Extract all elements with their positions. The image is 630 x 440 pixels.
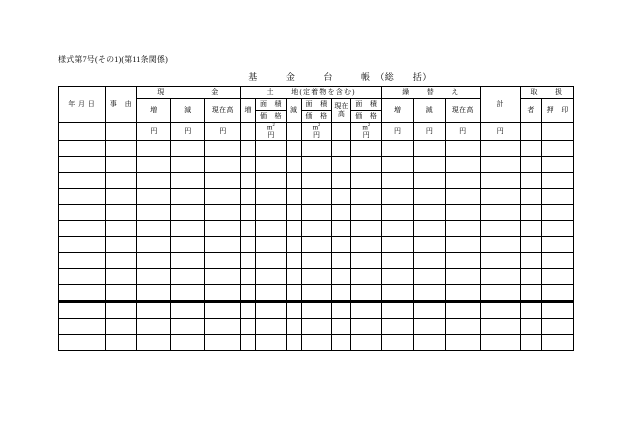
cell-total[interactable] (480, 253, 520, 269)
cell-cash-balance[interactable] (205, 205, 241, 221)
table-row[interactable] (59, 237, 574, 253)
cell-handler-seal[interactable] (542, 319, 574, 335)
cell-securities-balance[interactable] (445, 205, 480, 221)
table-row[interactable] (59, 253, 574, 269)
th-cash-balance: 現在高 (205, 99, 241, 123)
cell-cash-decrease[interactable] (171, 253, 205, 269)
cell-land-decrease-value[interactable] (301, 269, 332, 285)
cell-land-decrease-value[interactable] (301, 189, 332, 205)
cell-cash-decrease[interactable] (171, 269, 205, 285)
cell-date[interactable] (59, 221, 106, 237)
th-cash-group: 現 金 (137, 87, 241, 99)
cell-cash-balance[interactable] (205, 221, 241, 237)
unit-land-increase (256, 123, 287, 141)
cell-reason[interactable] (105, 157, 137, 173)
cell-land-balance[interactable] (332, 205, 351, 221)
cell-securities-increase[interactable] (382, 157, 414, 173)
cell-cash-decrease[interactable] (171, 173, 205, 189)
th-land-balance-area: 面 積 (351, 99, 382, 111)
cell-land-increase-value[interactable] (256, 237, 287, 253)
cell-reason[interactable] (105, 253, 137, 269)
cell-land-increase-value[interactable] (256, 141, 287, 157)
cell-securities-increase[interactable] (382, 319, 414, 335)
th-securities-increase: 増 (382, 99, 414, 123)
cell-land-balance-value[interactable] (351, 157, 382, 173)
cell-securities-balance[interactable] (445, 269, 480, 285)
cell-land-balance[interactable] (332, 285, 351, 302)
cell-land-balance-value[interactable] (351, 237, 382, 253)
th-cash-decrease: 減 (171, 99, 205, 123)
cell-securities-increase[interactable] (382, 302, 414, 319)
cell-total[interactable] (480, 319, 520, 335)
cell-date[interactable] (59, 123, 106, 141)
cell-cash-increase[interactable] (137, 285, 171, 302)
cell-cash-decrease[interactable] (171, 302, 205, 319)
th-total: 計 (480, 87, 520, 123)
cell-cash-decrease[interactable] (171, 205, 205, 221)
cell-land-decrease[interactable] (286, 285, 301, 302)
cell-land-balance[interactable] (332, 123, 351, 141)
cell-land-decrease[interactable] (286, 269, 301, 285)
cell-handler-seal[interactable] (542, 157, 574, 173)
cell-cash-increase[interactable] (137, 141, 171, 157)
cell-securities-balance[interactable] (445, 189, 480, 205)
cell-securities-increase[interactable] (382, 173, 414, 189)
cell-securities-balance[interactable] (445, 319, 480, 335)
cell-land-increase-value[interactable] (256, 285, 287, 302)
cell-date[interactable] (59, 205, 106, 221)
cell-reason[interactable] (105, 319, 137, 335)
cell-securities-balance[interactable] (445, 157, 480, 173)
cell-securities-decrease[interactable] (413, 157, 445, 173)
unit-total: 円 (480, 123, 520, 141)
cell-land-decrease[interactable] (286, 141, 301, 157)
cell-cash-decrease[interactable] (171, 285, 205, 302)
cell-total[interactable] (480, 157, 520, 173)
cell-handler-person[interactable] (520, 302, 541, 319)
cell-land-increase[interactable] (241, 157, 256, 173)
cell-securities-balance[interactable] (445, 237, 480, 253)
cell-securities-decrease[interactable] (413, 253, 445, 269)
cell-securities-balance[interactable] (445, 285, 480, 302)
cell-total[interactable] (480, 269, 520, 285)
cell-land-balance[interactable] (332, 189, 351, 205)
cell-handler-person[interactable] (520, 221, 541, 237)
header-row-group (59, 87, 574, 99)
cell-cash-increase[interactable] (137, 335, 171, 351)
cell-cash-balance[interactable] (205, 302, 241, 319)
unit-securities-balance: 円 (445, 123, 480, 141)
cell-land-increase-value[interactable] (256, 205, 287, 221)
cell-cash-balance[interactable] (205, 157, 241, 173)
cell-handler-seal[interactable] (542, 173, 574, 189)
cell-securities-increase[interactable] (382, 253, 414, 269)
unit-cash-balance: 円 (205, 123, 241, 141)
th-land-balance-price: 価 格 (351, 111, 382, 123)
cell-securities-balance[interactable] (445, 221, 480, 237)
cell-land-decrease-value[interactable] (301, 319, 332, 335)
cell-securities-increase[interactable] (382, 141, 414, 157)
cell-handler-seal[interactable] (542, 189, 574, 205)
cell-land-balance[interactable] (332, 335, 351, 351)
cell-handler-seal[interactable] (542, 253, 574, 269)
cell-handler-person[interactable] (520, 285, 541, 302)
cell-cash-balance[interactable] (205, 319, 241, 335)
cell-land-decrease-value[interactable] (301, 253, 332, 269)
cell-total[interactable] (480, 285, 520, 302)
cell-land-balance-value[interactable] (351, 189, 382, 205)
cell-handler-person[interactable] (520, 335, 541, 351)
cell-cash-decrease[interactable] (171, 221, 205, 237)
cell-land-increase[interactable] (241, 123, 256, 141)
cell-cash-increase[interactable] (137, 189, 171, 205)
cell-securities-decrease[interactable] (413, 285, 445, 302)
cell-cash-increase[interactable] (137, 173, 171, 189)
cell-land-increase[interactable] (241, 221, 256, 237)
cell-securities-decrease[interactable] (413, 302, 445, 319)
cell-handler-seal[interactable] (542, 205, 574, 221)
cell-cash-decrease[interactable] (171, 319, 205, 335)
table-row[interactable] (59, 173, 574, 189)
cell-land-decrease-value[interactable] (301, 285, 332, 302)
cell-cash-decrease[interactable] (171, 189, 205, 205)
th-land-increase-area: 面 積 (256, 99, 287, 111)
cell-land-balance[interactable] (332, 157, 351, 173)
th-reason: 事 由 (105, 87, 137, 123)
th-land-group: 土 地(定着物を含む) (241, 87, 382, 99)
th-handler-person: 者 (520, 99, 541, 123)
cell-land-decrease[interactable] (286, 319, 301, 335)
cell-land-balance-value[interactable] (351, 205, 382, 221)
cell-land-balance-value[interactable] (351, 269, 382, 285)
cell-securities-increase[interactable] (382, 285, 414, 302)
cell-securities-decrease[interactable] (413, 319, 445, 335)
cell-land-balance[interactable] (332, 141, 351, 157)
cell-land-decrease-value[interactable] (301, 302, 332, 319)
cell-cash-balance[interactable] (205, 173, 241, 189)
cell-handler-seal[interactable] (542, 285, 574, 302)
cell-land-balance[interactable] (332, 269, 351, 285)
unit-row (59, 123, 574, 141)
cell-cash-decrease[interactable] (171, 237, 205, 253)
cell-land-increase-value[interactable] (256, 302, 287, 319)
cell-handler-seal[interactable] (542, 221, 574, 237)
cell-cash-decrease[interactable] (171, 335, 205, 351)
cell-land-decrease[interactable] (286, 205, 301, 221)
cell-land-increase[interactable] (241, 141, 256, 157)
cell-cash-balance[interactable] (205, 269, 241, 285)
cell-securities-balance[interactable] (445, 302, 480, 319)
cell-cash-increase[interactable] (137, 157, 171, 173)
cell-land-decrease[interactable] (286, 173, 301, 189)
th-land-increase-price: 価 格 (256, 111, 287, 123)
cell-land-decrease[interactable] (286, 123, 301, 141)
cell-reason[interactable] (105, 141, 137, 157)
unit-cash-decrease: 円 (171, 123, 205, 141)
cell-reason[interactable] (105, 237, 137, 253)
cell-land-decrease-value[interactable] (301, 173, 332, 189)
th-handler-seal: 押 印 (542, 99, 574, 123)
cell-land-balance-value[interactable] (351, 335, 382, 351)
cell-handler-seal[interactable] (542, 141, 574, 157)
cell-land-decrease[interactable] (286, 237, 301, 253)
cell-cash-increase[interactable] (137, 319, 171, 335)
cell-date[interactable] (59, 237, 106, 253)
cell-total[interactable] (480, 141, 520, 157)
cell-securities-decrease[interactable] (413, 141, 445, 157)
unit-sqm-text: $m^2$ (267, 122, 275, 132)
ledger-table (58, 86, 574, 351)
cell-land-decrease[interactable] (286, 189, 301, 205)
cell-land-increase-value[interactable] (256, 319, 287, 335)
cell-land-decrease-value[interactable] (301, 221, 332, 237)
cell-securities-decrease[interactable] (413, 221, 445, 237)
unit-cash-increase: 円 (137, 123, 171, 141)
table-row[interactable] (59, 189, 574, 205)
cell-cash-decrease[interactable] (171, 141, 205, 157)
cell-land-increase[interactable] (241, 237, 256, 253)
table-row[interactable] (59, 335, 574, 351)
table-row[interactable] (59, 269, 574, 285)
cell-date[interactable] (59, 285, 106, 302)
unit-land-balance (351, 123, 382, 141)
cell-land-balance-value[interactable] (351, 141, 382, 157)
cell-land-increase[interactable] (241, 189, 256, 205)
table-row[interactable] (59, 319, 574, 335)
th-land-decrease-price: 価 格 (301, 111, 332, 123)
table-row[interactable] (59, 205, 574, 221)
cell-land-balance-value[interactable] (351, 221, 382, 237)
cell-reason[interactable] (105, 189, 137, 205)
cell-handler-seal[interactable] (542, 237, 574, 253)
unit-sqm-text: $m^2$ (312, 122, 321, 132)
cell-land-balance[interactable] (332, 221, 351, 237)
unit-land-decrease (301, 123, 332, 141)
cell-securities-balance[interactable] (445, 335, 480, 351)
cell-securities-increase[interactable] (382, 189, 414, 205)
cell-reason[interactable] (105, 285, 137, 302)
cell-reason[interactable] (105, 173, 137, 189)
cell-cash-balance[interactable] (205, 189, 241, 205)
cell-land-decrease[interactable] (286, 253, 301, 269)
cell-handler-person[interactable] (520, 237, 541, 253)
cell-total[interactable] (480, 221, 520, 237)
cell-land-balance[interactable] (332, 302, 351, 319)
th-securities-decrease: 減 (413, 99, 445, 123)
cell-handler-person[interactable] (520, 253, 541, 269)
cell-land-balance[interactable] (332, 319, 351, 335)
cell-land-increase-value[interactable] (256, 269, 287, 285)
cell-total[interactable] (480, 205, 520, 221)
cell-land-balance[interactable] (332, 237, 351, 253)
table-row[interactable] (59, 141, 574, 157)
cell-land-balance-value[interactable] (351, 285, 382, 302)
cell-land-increase[interactable] (241, 335, 256, 351)
cell-land-decrease-value[interactable] (301, 205, 332, 221)
cell-land-increase[interactable] (241, 173, 256, 189)
cell-handler-person[interactable] (520, 123, 541, 141)
th-date: 年 月 日 (59, 87, 106, 123)
cell-securities-decrease[interactable] (413, 269, 445, 285)
cell-land-decrease-value[interactable] (301, 335, 332, 351)
cell-cash-increase[interactable] (137, 237, 171, 253)
document-title: 基 金 台 帳 （総 括） (248, 72, 432, 82)
cell-land-decrease[interactable] (286, 302, 301, 319)
cell-land-balance[interactable] (332, 253, 351, 269)
th-land-decrease: 減 (286, 99, 301, 123)
unit-yen-text: 円 (362, 131, 370, 140)
cell-handler-person[interactable] (520, 189, 541, 205)
cell-cash-balance[interactable] (205, 253, 241, 269)
cell-securities-balance[interactable] (445, 253, 480, 269)
unit-securities-decrease: 円 (413, 123, 445, 141)
th-securities-balance: 現在高 (445, 99, 480, 123)
cell-reason[interactable] (105, 302, 137, 319)
cell-land-increase-value[interactable] (256, 221, 287, 237)
cell-securities-balance[interactable] (445, 141, 480, 157)
cell-date[interactable] (59, 302, 106, 319)
cell-land-increase-value[interactable] (256, 189, 287, 205)
cell-handler-person[interactable] (520, 269, 541, 285)
cell-date[interactable] (59, 319, 106, 335)
unit-securities-increase: 円 (382, 123, 414, 141)
cell-land-decrease[interactable] (286, 221, 301, 237)
cell-land-increase[interactable] (241, 253, 256, 269)
cell-land-increase[interactable] (241, 285, 256, 302)
cell-handler-seal[interactable] (542, 269, 574, 285)
cell-securities-decrease[interactable] (413, 237, 445, 253)
cell-land-increase[interactable] (241, 269, 256, 285)
cell-land-balance-value[interactable] (351, 302, 382, 319)
cell-land-decrease[interactable] (286, 335, 301, 351)
cell-land-balance-value[interactable] (351, 319, 382, 335)
th-securities-group: 繰 替 え (382, 87, 481, 99)
cell-date[interactable] (59, 269, 106, 285)
cell-land-balance-value[interactable] (351, 173, 382, 189)
cell-cash-balance[interactable] (205, 141, 241, 157)
cell-securities-decrease[interactable] (413, 173, 445, 189)
cell-total[interactable] (480, 173, 520, 189)
unit-sqm-text: $m^2$ (362, 122, 371, 132)
cell-cash-balance[interactable] (205, 335, 241, 351)
cell-date[interactable] (59, 189, 106, 205)
cell-reason[interactable] (105, 269, 137, 285)
cell-cash-decrease[interactable] (171, 157, 205, 173)
cell-land-decrease-value[interactable] (301, 237, 332, 253)
cell-land-decrease-value[interactable] (301, 157, 332, 173)
th-land-increase: 増 (241, 99, 256, 123)
cell-land-increase-value[interactable] (256, 335, 287, 351)
cell-handler-seal[interactable] (542, 335, 574, 351)
cell-securities-increase[interactable] (382, 205, 414, 221)
cell-handler-seal[interactable] (542, 123, 574, 141)
cell-securities-balance[interactable] (445, 173, 480, 189)
cell-securities-decrease[interactable] (413, 189, 445, 205)
table-row-separator[interactable] (59, 302, 574, 319)
cell-date[interactable] (59, 173, 106, 189)
th-land-decrease-area: 面 積 (301, 99, 332, 111)
cell-land-balance[interactable] (332, 173, 351, 189)
th-handler-group: 取 扱 (520, 87, 573, 99)
cell-date[interactable] (59, 141, 106, 157)
cell-land-balance-value[interactable] (351, 253, 382, 269)
cell-reason[interactable] (105, 335, 137, 351)
unit-yen-text: 円 (312, 131, 320, 140)
table-row[interactable] (59, 157, 574, 173)
cell-handler-person[interactable] (520, 205, 541, 221)
cell-cash-increase[interactable] (137, 205, 171, 221)
cell-land-increase-value[interactable] (256, 173, 287, 189)
cell-total[interactable] (480, 237, 520, 253)
cell-land-increase[interactable] (241, 302, 256, 319)
cell-land-increase-value[interactable] (256, 253, 287, 269)
cell-securities-increase[interactable] (382, 221, 414, 237)
cell-securities-increase[interactable] (382, 237, 414, 253)
cell-cash-balance[interactable] (205, 237, 241, 253)
cell-land-decrease-value[interactable] (301, 141, 332, 157)
cell-reason[interactable] (105, 123, 137, 141)
cell-total[interactable] (480, 189, 520, 205)
cell-cash-increase[interactable] (137, 269, 171, 285)
cell-total[interactable] (480, 302, 520, 319)
cell-land-increase[interactable] (241, 319, 256, 335)
cell-cash-increase[interactable] (137, 302, 171, 319)
cell-cash-increase[interactable] (137, 221, 171, 237)
cell-handler-person[interactable] (520, 319, 541, 335)
cell-date[interactable] (59, 157, 106, 173)
cell-land-decrease[interactable] (286, 157, 301, 173)
cell-handler-seal[interactable] (542, 302, 574, 319)
cell-land-increase-value[interactable] (256, 157, 287, 173)
cell-cash-balance[interactable] (205, 285, 241, 302)
cell-securities-increase[interactable] (382, 335, 414, 351)
cell-reason[interactable] (105, 221, 137, 237)
cell-securities-increase[interactable] (382, 269, 414, 285)
cell-cash-increase[interactable] (137, 253, 171, 269)
th-cash-increase: 増 (137, 99, 171, 123)
cell-handler-person[interactable] (520, 157, 541, 173)
form-code: 様式第7号(その1)(第11条関係) (58, 55, 168, 64)
th-land-balance: 現在高 (332, 99, 351, 123)
cell-land-increase[interactable] (241, 205, 256, 221)
cell-total[interactable] (480, 335, 520, 351)
cell-date[interactable] (59, 335, 106, 351)
cell-handler-person[interactable] (520, 173, 541, 189)
cell-handler-person[interactable] (520, 141, 541, 157)
cell-date[interactable] (59, 253, 106, 269)
cell-securities-decrease[interactable] (413, 335, 445, 351)
table-row[interactable] (59, 221, 574, 237)
cell-reason[interactable] (105, 205, 137, 221)
unit-yen-text: 円 (267, 131, 275, 140)
table-row[interactable] (59, 285, 574, 302)
cell-securities-decrease[interactable] (413, 205, 445, 221)
